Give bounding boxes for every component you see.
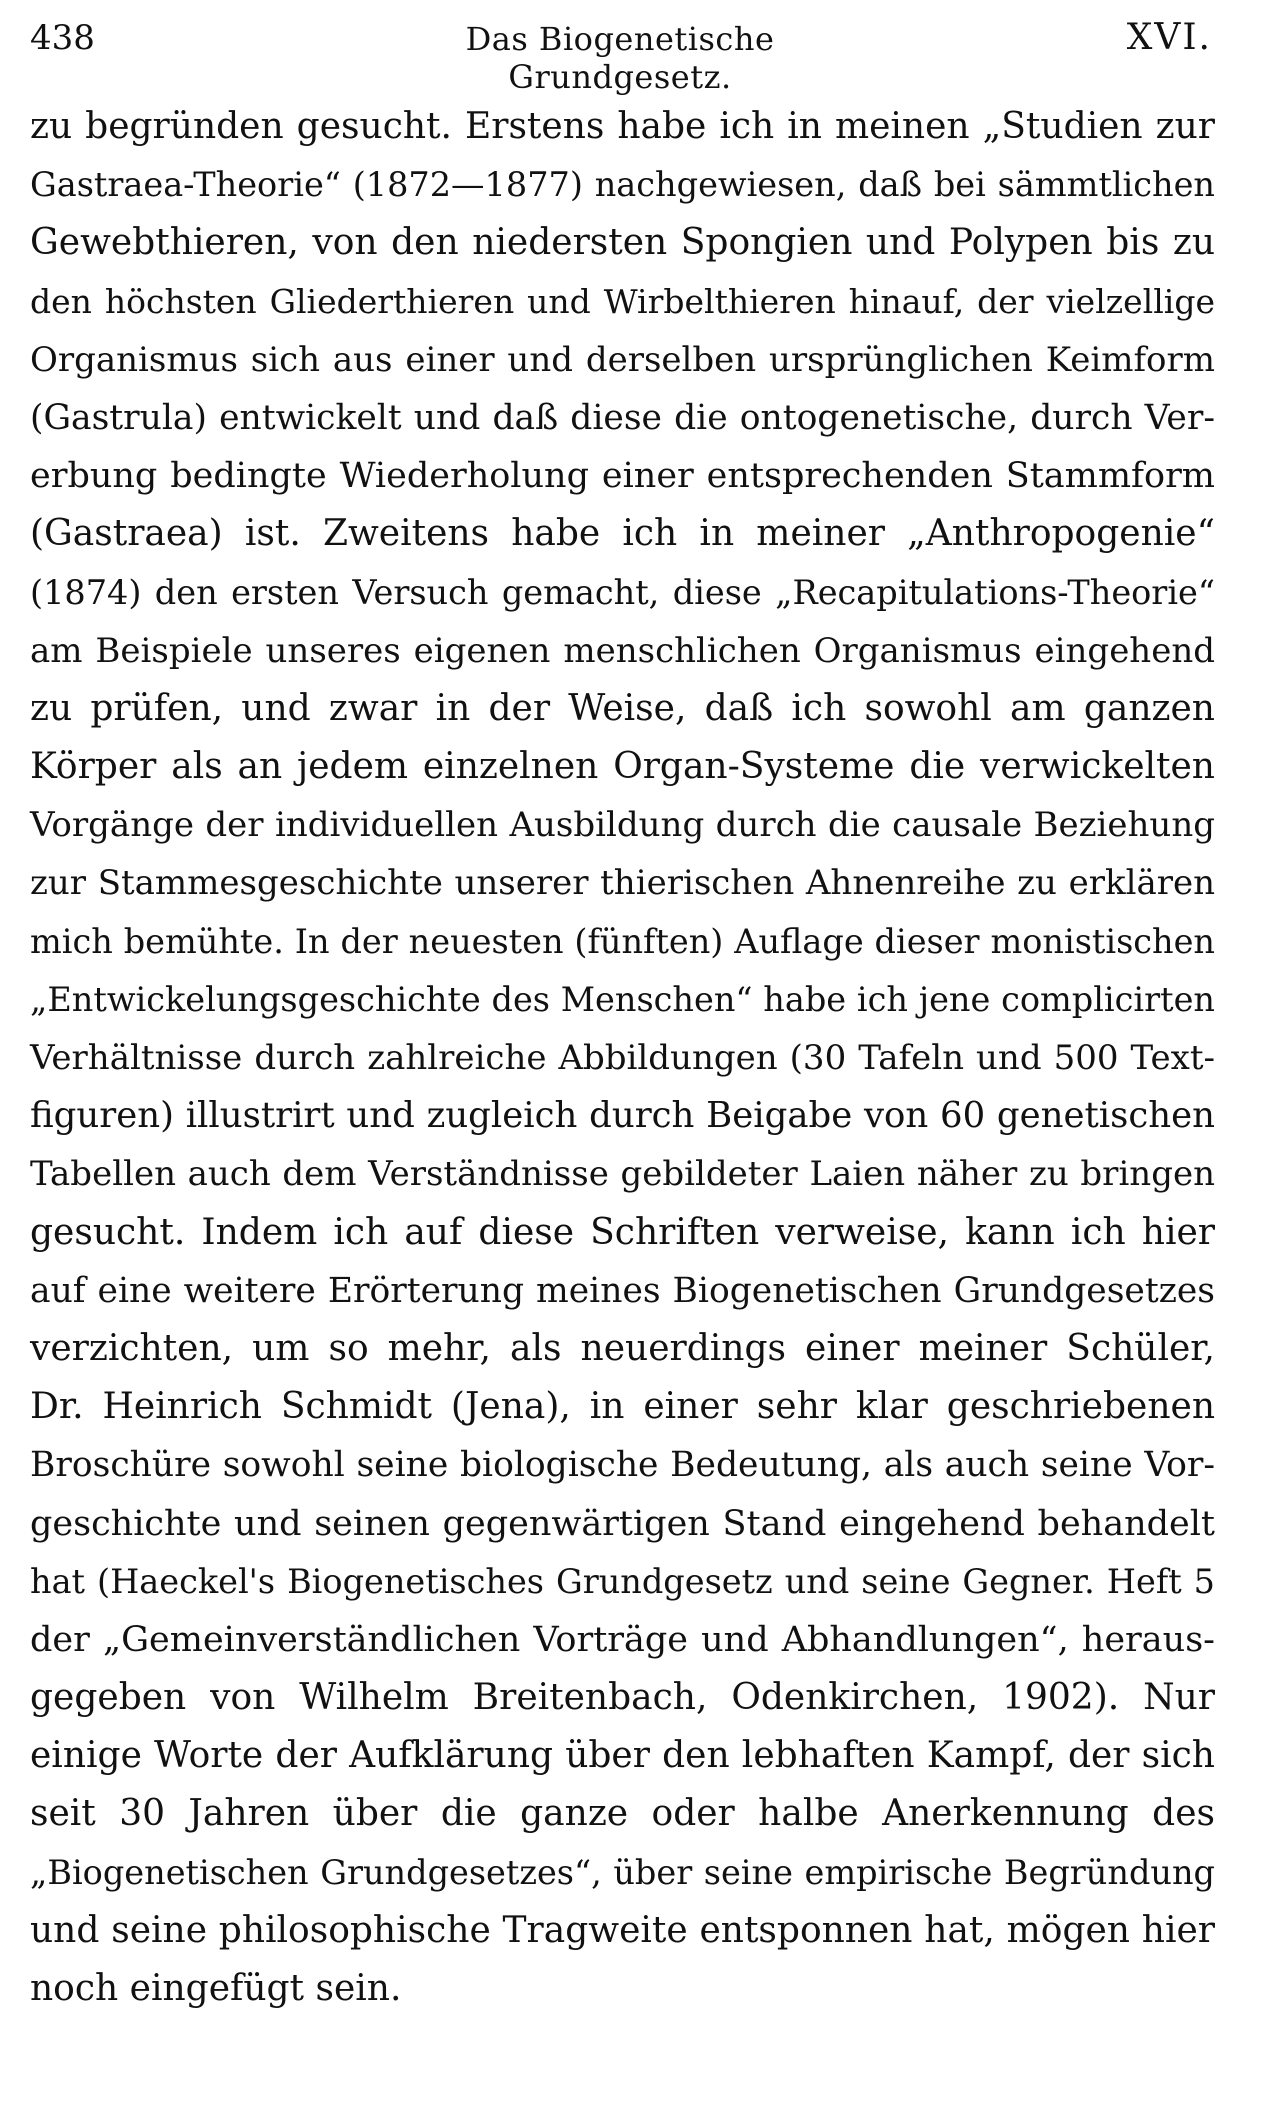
text-line: (Gastrula) entwickelt und daß diese die ontogenetische, durch Ver-	[30, 397, 1215, 438]
text-line: gesucht. Indem ich auf diese Schriften verweise, kann ich hier	[30, 1211, 1215, 1253]
text-line: seit 30 Jahren über die ganze oder halbe Anerkennung des	[30, 1793, 1215, 1835]
text-line: Gewebthieren, von den niedersten Spongien und Polypen bis zu	[30, 222, 1215, 264]
running-title: Das Biogenetische Grundgesetz.	[465, 20, 775, 96]
text-line: figuren) illustrirt und zugleich durch Beigabe von 60 genetischen	[30, 1095, 1215, 1137]
text-line: einige Worte der Aufklärung über den lebhaften Kampf, der sich	[30, 1735, 1215, 1777]
text-line: Körper als an jedem einzelnen Organ-Systeme die verwickelten	[30, 746, 1215, 788]
chapter-number: XVI.	[1126, 17, 1212, 58]
text-line: „Biogenetischen Grundgesetzes“, über seine empirische Begründung	[30, 1852, 1215, 1892]
text-line: mich bemühte. In der neuesten (fünften) Auflage dieser monistischen	[30, 921, 1215, 961]
text-line: Broschüre sowohl seine biologische Bedeutung, als auch seine Vor-	[30, 1445, 1215, 1486]
text-line: Dr. Heinrich Schmidt (Jena), in einer sehr klar geschriebenen	[30, 1386, 1215, 1428]
text-line: (1874) den ersten Versuch gemacht, diese „Recapitulations-Theorie“	[30, 572, 1215, 612]
text-line: noch eingefügt sein.	[30, 1968, 402, 2009]
body-text	[30, 98, 1215, 2018]
text-line: auf eine weitere Erörterung meines Biogenetischen Grundgesetzes	[30, 1270, 1215, 1311]
page-number: 438	[30, 18, 95, 58]
text-line: „Entwickelungsgeschichte des Menschen“ habe ich jene complicirten	[30, 979, 1215, 1019]
text-line: am Beispiele unseres eigenen menschlichen Organismus eingehend	[30, 630, 1215, 671]
text-line: der „Gemeinverständlichen Vorträge und Abhandlungen“, heraus-	[30, 1619, 1215, 1660]
text-line: Organismus sich aus einer und derselben ursprünglichen Keimform	[30, 339, 1215, 380]
text-line: den höchsten Gliederthieren und Wirbelthieren hinauf, der vielzellige	[30, 281, 1215, 321]
text-line: verzichten, um so mehr, als neuerdings einer meiner Schüler,	[30, 1327, 1215, 1369]
text-line: gegeben von Wilhelm Breitenbach, Odenkirchen, 1902). Nur	[30, 1677, 1215, 1719]
text-line: Gastraea-Theorie“ (1872—1877) nachgewiesen, daß bei sämmtlichen	[30, 165, 1215, 205]
text-line: zu prüfen, und zwar in der Weise, daß ich sowohl am ganzen	[30, 687, 1215, 729]
text-line: Verhältnisse durch zahlreiche Abbildungen (30 Tafeln und 500 Text-	[30, 1038, 1215, 1078]
text-line: (Gastraea) ist. Zweitens habe ich in meiner „Anthropogenie“	[30, 513, 1215, 555]
text-line: zu begründen gesucht. Erstens habe ich in meinen „Studien zur	[30, 106, 1215, 147]
text-line: Tabellen auch dem Verständnisse gebildeter Laien näher zu bringen	[30, 1154, 1215, 1195]
text-line: erbung bedingte Wiederholung einer entsprechenden Stammform	[30, 456, 1215, 497]
text-line: Vorgänge der individuellen Ausbildung durch die causale Beziehung	[30, 805, 1215, 846]
text-line: und seine philosophische Tragweite entsponnen hat, mögen hier	[30, 1909, 1215, 1951]
text-line: hat (Haeckel's Biogenetisches Grundgesetz und seine Gegner. Heft 5	[30, 1561, 1215, 1601]
page-header	[30, 14, 1212, 96]
text-line: geschichte und seinen gegenwärtigen Stand eingehend behandelt	[30, 1503, 1215, 1544]
text-line: zur Stammesgeschichte unserer thierischen Ahnenreihe zu erklären	[30, 863, 1215, 904]
